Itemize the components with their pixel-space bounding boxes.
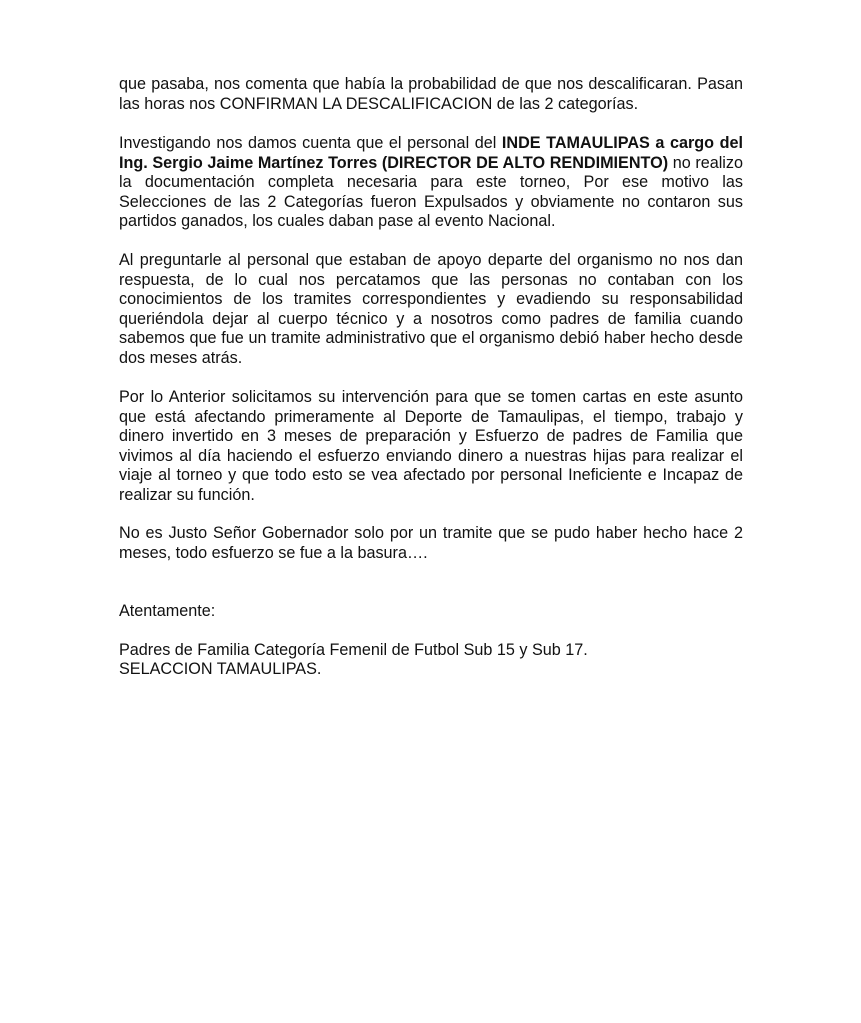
inde-director-bold-text: INDE TAMAULIPAS a cargo del Ing. Sergio Jaime Martínez Torres (DIRECTOR DE ALTO RENDIMIENTO)	[119, 134, 743, 172]
paragraph-no-response: Al preguntarle al personal que estaban de apoyo departe del organismo no nos dan respuesta, de lo cual nos percatamos que las personas no contaban con los conocimientos de los tramites correspondientes y evadiendo su responsabilidad queriéndola dejar al cuerpo técnico y a nosotros como padres de familia cuando sabemos que fue un tramite administrativo que el organismo debió haber hecho desde dos meses atrás.	[119, 251, 743, 367]
investigation-detail-text: no realizo la documentación completa necesaria para este torneo, Por ese motivo las Selecciones de las 2 Categorías fueron Expulsados y obviamente no contaron sus partidos ganados, los cuales daban pase al evento Nacional.	[119, 153, 744, 231]
signature-line-selection: SELACCION TAMAULIPAS.	[119, 660, 322, 678]
investigation-intro-text: Investigando nos damos cuenta que el personal del	[119, 134, 502, 152]
paragraph-disqualification: que pasaba, nos comenta que había la probabilidad de que nos descalificaran. Pasan las horas nos CONFIRMAN LA DESCALIFICACION de las 2 categorías.	[119, 75, 743, 113]
signature-line-parents: Padres de Familia Categoría Femenil de Futbol Sub 15 y Sub 17.	[119, 641, 588, 659]
paragraph-not-fair: No es Justo Señor Gobernador solo por un tramite que se pudo haber hecho hace 2 meses, todo esfuerzo se fue a la basura….	[119, 524, 743, 562]
closing-salutation: Atentamente:	[119, 602, 216, 620]
paragraph-request-intervention: Por lo Anterior solicitamos su intervención para que se tomen cartas en este asunto que está afectando primeramente al Deporte de Tamaulipas, el tiempo, trabajo y dinero invertido en 3 meses de preparación y Esfuerzo de padres de Familia que vivimos al día haciendo el esfuerzo enviando dinero a nuestras hijas para realizar el viaje al torneo y que todo esto se vea afectado por personal Ineficiente e Incapaz de realizar su función.	[119, 388, 743, 504]
paragraph-investigation	[119, 134, 743, 232]
